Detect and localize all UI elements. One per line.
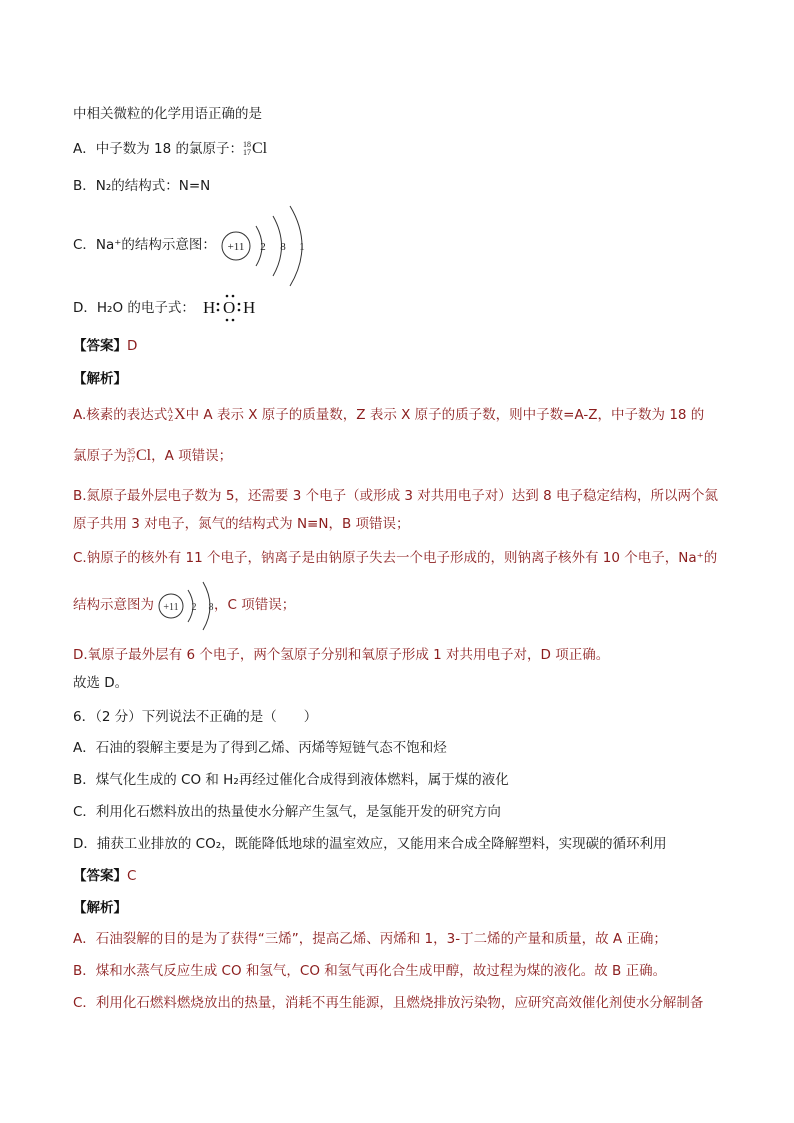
analysis-text: 结构示意图为 <box>73 597 154 613</box>
electron-dot <box>232 319 235 322</box>
nuclide-symbol <box>127 446 151 466</box>
q5-option-a-text: A．中子数为 18 的氯原子： <box>73 141 243 157</box>
nuclide-element: X <box>174 406 186 423</box>
q5-analysis-a-line1 <box>73 405 704 425</box>
q5-stem: 中相关微粒的化学用语正确的是 <box>73 106 262 122</box>
nuclide-mass-number: 18 <box>243 140 251 149</box>
q5-analysis-b-line1: B.氮原子最外层电子数为 5，还需要 3 个电子（或形成 3 对共用电子对）达到 8 电子稳定结构，所以两个氮 <box>73 488 718 504</box>
electron-dot <box>217 309 220 312</box>
analysis-text: A.核素的表达式 <box>73 407 168 423</box>
q6-option-a: A．石油的裂解主要是为了得到乙烯、丙烯等短链气态不饱和烃 <box>73 740 447 756</box>
q5-analysis-b-line2: 原子共用 3 对电子，氮气的结构式为 N≡N，B 项错误； <box>73 516 410 532</box>
shell-electron-count: 2 <box>260 241 266 253</box>
sodium-ion-structure <box>155 578 217 638</box>
shell-electron-count: 1 <box>299 241 305 253</box>
analysis-text: ，A 项错误； <box>151 448 233 464</box>
q5-analysis-label <box>73 369 127 389</box>
q5-answer <box>73 336 137 356</box>
answer-value: D <box>127 338 138 354</box>
analysis-text: ，C 项错误； <box>214 597 296 613</box>
q6-analysis-c: C．利用化石燃料燃烧放出的热量，消耗不再生能源，且燃烧排放污染物，应研究高效催化剂使水分解制备 <box>73 995 704 1011</box>
shell-electron-count: 8 <box>208 602 214 613</box>
nuclide-mass-number: A <box>167 406 174 415</box>
nuclide-general-formula <box>167 405 185 425</box>
q6-answer <box>73 866 136 886</box>
q5-option-b: B．N₂的结构式：N=N <box>73 178 211 194</box>
electron-dot <box>217 303 220 306</box>
electron-dot <box>232 295 235 298</box>
analysis-text: 氯原子为 <box>73 448 127 464</box>
electron-dot <box>238 309 241 312</box>
q6-analysis-label <box>73 898 127 918</box>
analysis-label: 【解析】 <box>73 900 127 916</box>
q5-analysis-c-line1: C.钠原子的核外有 11 个电子，钠离子是由钠原子失去一个电子形成的，则钠离子核外有 10 个电子，Na⁺的 <box>73 550 718 566</box>
oxygen-atom: O <box>223 298 236 317</box>
answer-value: C <box>127 868 137 884</box>
q6-option-d: D．捕获工业排放的 CO₂，既能降低地球的温室效应，又能用来合成全降解塑料，实现碳的循环利用 <box>73 836 667 852</box>
electron-dot <box>238 303 241 306</box>
analysis-label: 【解析】 <box>73 371 127 387</box>
analysis-text: 中 A 表示 X 原子的质量数，Z 表示 X 原子的质子数，则中子数=A-Z，中子数为 18 的 <box>185 407 705 423</box>
q6-stem: 6．（2 分）下列说法不正确的是（ ） <box>73 709 318 725</box>
answer-label: 【答案】 <box>73 338 127 354</box>
q5-option-c: C．Na⁺的结构示意图： <box>73 237 216 253</box>
hydrogen-atom: H <box>243 298 256 317</box>
q5-analysis-a-line2 <box>73 446 232 466</box>
nuclide-element: Cl <box>136 447 152 464</box>
q6-analysis-b: B．煤和水蒸气反应生成 CO 和氢气，CO 和氢气再化合生成甲醇，故过程为煤的液化。故 B 正确。 <box>73 963 667 979</box>
nuclide-element: Cl <box>252 140 268 157</box>
q6-analysis-a: A．石油裂解的目的是为了获得“三烯”，提高乙烯、丙烯和 1，3-丁二烯的产量和质量，故 A 正确； <box>73 931 667 947</box>
shell-electron-count: 8 <box>280 241 286 253</box>
nuclide-atomic-number: 17 <box>127 455 135 464</box>
q5-option-a <box>73 139 267 159</box>
nuclide-mass-number: 35 <box>127 447 135 456</box>
nucleus-charge: +11 <box>227 241 245 253</box>
shell-electron-count: 2 <box>191 602 197 613</box>
water-electron-formula <box>201 291 263 329</box>
q5-conclusion: 故选 D。 <box>73 675 129 691</box>
answer-label: 【答案】 <box>73 868 127 884</box>
q6-option-c: C．利用化石燃料放出的热量使水分解产生氢气，是氢能开发的研究方向 <box>73 804 501 820</box>
q6-option-b: B．煤气化生成的 CO 和 H₂再经过催化合成得到液体燃料，属于煤的液化 <box>73 772 509 788</box>
electron-dot <box>226 295 229 298</box>
nuclide-symbol <box>243 139 267 159</box>
q5-analysis-d: D.氧原子最外层有 6 个电子，两个氢原子分别和氧原子形成 1 对共用电子对，D 项正确。 <box>73 647 610 663</box>
nucleus-charge: +11 <box>163 602 179 613</box>
hydrogen-atom: H <box>203 298 216 317</box>
nuclide-atomic-number: 17 <box>243 148 251 157</box>
q5-option-d-text: D．H₂O 的电子式： <box>73 300 195 316</box>
q5-option-d <box>73 298 195 318</box>
q5-option-c-atomic-structure <box>218 204 318 292</box>
nuclide-atomic-number: Z <box>168 414 174 423</box>
electron-dot <box>226 319 229 322</box>
